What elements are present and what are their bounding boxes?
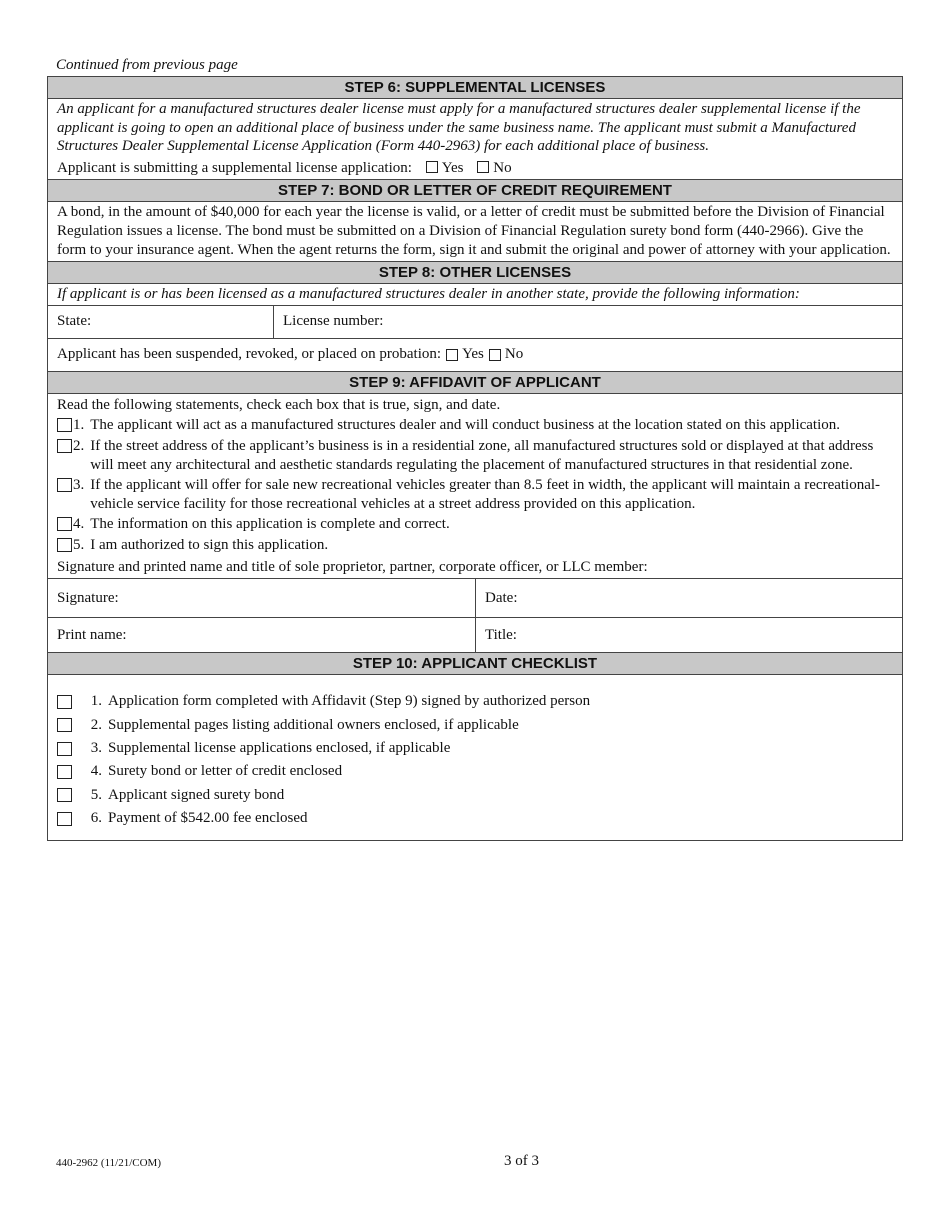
affidavit-checkbox-1[interactable] [57,418,72,432]
signature-intro: Signature and printed name and title of sole proprietor, partner, corporate officer, or LLC member: [57,558,648,575]
signature-row [48,578,902,617]
affidavit-checkbox-3[interactable] [57,478,72,492]
license-number-field[interactable] [273,306,902,338]
affidavit-text: The information on this application is complete and correct. [90,516,450,533]
affidavit-text: If the applicant will offer for sale new recreational vehicles greater than 8.5 feet in width, the applicant will maintain a recreational-vehicle service facility for those recreational vehicles at a street address provided on this application. [90,477,881,512]
affidavit-text: I am authorized to sign this application. [90,536,329,553]
step9-header: STEP 9: AFFIDAVIT OF APPLICANT [48,371,902,394]
affidavit-number: 3. [73,477,85,494]
step7-description: A bond, in the amount of $40,000 for each year the license is valid, or a letter of credit must be submitted before the Division of Financial Regulation issues a license. The bond must be submitted on a Division of Financial Regulation surety bond form (440-2966). Give the form to your insurance agent. When the agent returns the form, sign it and submit the original and power of attorney with your application. [57,204,891,258]
checklist-checkbox-3[interactable] [57,742,72,756]
checklist-text: Surety bond or letter of credit enclosed [108,763,343,780]
checklist-checkbox-4[interactable] [57,765,72,779]
title-field[interactable] [475,618,902,652]
checklist-item-1 [57,690,893,713]
step6-no-checkbox[interactable] [477,161,489,173]
checklist-number: 2. [90,716,102,733]
suspended-no-checkbox[interactable] [489,349,501,361]
step6-yes-label: Yes [441,159,464,176]
affidavit-text: If the street address of the applicant’s business is in a residential zone, all manufactured structures sold or displayed at that address will meet any architectural and aesthetic standards regulating the placement of manufactured structures in that residential zone. [90,437,874,473]
affidavit-item-2 [57,437,893,474]
step6-description: An applicant for a manufactured structures dealer license must apply for a manufactured structures dealer supplemental license if the applicant is going to open an additional place of business under the same business name. The applicant must submit a Manufactured Structures Dealer Supplemental License Application (Form 440-2963) for each additional place of business. [57,101,861,155]
step6-question-row [48,158,902,180]
date-field[interactable] [475,579,902,617]
checklist-checkbox-2[interactable] [57,718,72,732]
step6-yes-checkbox[interactable] [426,161,438,173]
checklist [48,675,902,840]
step8-license-row [48,305,902,338]
form-body [47,76,903,841]
affidavit-item-4 [57,515,893,534]
affidavit-number: 1. [73,417,85,434]
affidavit-item-3 [57,476,893,513]
step6-no-label: No [493,159,512,176]
checklist-checkbox-6[interactable] [57,812,72,826]
affidavit-checkbox-5[interactable] [57,538,72,552]
state-label: State: [57,313,92,330]
form-id: 440-2962 (11/21/COM) [56,1157,162,1169]
title-label: Title: [485,626,517,643]
step6-header: STEP 6: SUPPLEMENTAL LICENSES [48,77,902,99]
step8-suspended-row [48,338,902,371]
suspended-question: Applicant has been suspended, revoked, or placed on probation: [57,346,442,363]
checklist-item-6 [57,807,893,830]
checklist-text: Payment of $542.00 fee enclosed [108,810,308,827]
affidavit-item-5 [57,536,893,555]
step8-intro: If applicant is or has been licensed as a manufactured structures dealer in another state, provide the following information: [57,286,800,303]
license-number-label: License number: [283,313,384,330]
checklist-text: Applicant signed surety bond [108,786,285,803]
checklist-number: 4. [90,763,102,780]
step8-header: STEP 8: OTHER LICENSES [48,261,902,284]
checklist-item-4 [57,760,893,783]
signature-field[interactable] [48,579,475,617]
affidavit-number: 5. [73,536,85,553]
page-number: 3 of 3 [504,1153,539,1169]
checklist-number: 5. [90,786,102,803]
affidavit-number: 2. [73,437,85,454]
affidavit-checkbox-2[interactable] [57,439,72,453]
checklist-text: Application form completed with Affidavit (Step 9) signed by authorized person [108,693,591,710]
affidavit-checkbox-4[interactable] [57,517,72,531]
checklist-number: 1. [90,693,102,710]
checklist-item-3 [57,737,893,760]
print-name-label: Print name: [57,626,127,643]
print-name-field[interactable] [48,618,475,652]
affidavit-number: 4. [73,516,85,533]
affidavit-list [48,416,902,554]
checklist-item-5 [57,784,893,807]
checklist-text: Supplemental pages listing additional owners enclosed, if applicable [108,716,519,733]
checklist-number: 6. [90,810,102,827]
print-name-row [48,617,902,652]
suspended-yes-label: Yes [462,346,484,363]
step7-header: STEP 7: BOND OR LETTER OF CREDIT REQUIREMENT [48,179,902,202]
continued-note: Continued from previous page [56,57,238,73]
checklist-text: Supplemental license applications enclosed, if applicable [108,740,451,757]
step6-question: Applicant is submitting a supplemental license application: [57,159,412,176]
checklist-item-2 [57,713,893,736]
step9-intro: Read the following statements, check each box that is true, sign, and date. [57,396,501,413]
checklist-number: 3. [90,740,102,757]
suspended-yes-checkbox[interactable] [446,349,458,361]
affidavit-text: The applicant will act as a manufactured structures dealer and will conduct business at the location stated on this application. [90,417,841,434]
checklist-checkbox-1[interactable] [57,695,72,709]
suspended-no-label: No [504,346,524,363]
state-field[interactable] [48,306,273,338]
step10-header: STEP 10: APPLICANT CHECKLIST [48,652,902,675]
date-label: Date: [485,589,518,606]
affidavit-item-1 [57,416,893,435]
signature-label: Signature: [57,589,119,606]
checklist-checkbox-5[interactable] [57,788,72,802]
